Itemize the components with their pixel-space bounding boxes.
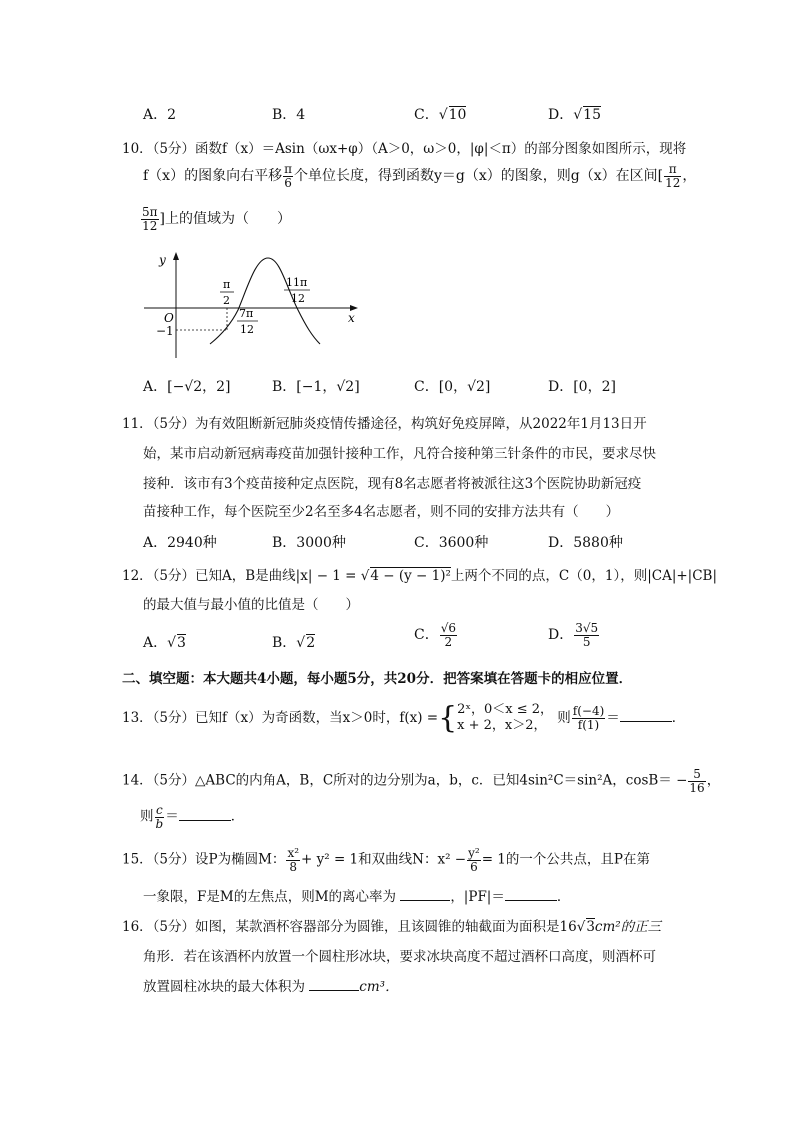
q11-line2: 始，某市启动新冠病毒疫苗加强针接种工作，凡符合接种第三针条件的市民，要求尽快: [143, 446, 656, 462]
q15-line1: 15．（5分）设P为椭圆M： $\frac{\text{x²}}{8}$ + y² = 1和双曲线N：x² − $\frac{\text{y²}}{6}$ = 1的一个公共点，且P在第: [122, 846, 650, 874]
eleven-pi-den: 12: [291, 292, 305, 305]
q11-option-a: A．2940种: [143, 535, 217, 551]
seven-pi-den: 12: [240, 323, 254, 336]
x-label: x: [348, 311, 355, 325]
q9-option-b: B．4: [272, 107, 306, 123]
y-axis-arrow: [173, 252, 179, 260]
q10-option-a: A．[−√2，2]: [143, 379, 231, 395]
eleven-pi-num: 11π: [286, 276, 308, 289]
q15-blank-1: [400, 900, 450, 901]
q9-option-c: C．√10: [414, 107, 467, 123]
q10-option-c: C．[0，√2]: [414, 379, 491, 395]
q11-option-b: B．3000种: [272, 535, 346, 551]
q10-line3: $\frac{5\pi}{12}$ ]上的值域为（ ）: [142, 205, 291, 233]
q10-option-b: B．[−1，√2]: [272, 379, 360, 395]
q10-option-d: D．[0，2]: [548, 379, 616, 395]
q16-line1: 16．（5分）如图，某款酒杯容器部分为圆锥，且该圆锥的轴截面为面积是16√3cm²的正三: [122, 919, 662, 935]
seven-pi-num: 7π: [239, 307, 254, 320]
q12-option-b: B．√2: [272, 635, 316, 651]
q15-line2: 一象限，F是M的左焦点，则M的离心率为 ，|PF|＝ ．: [143, 889, 571, 905]
q12-option-a: A．√3: [143, 635, 186, 651]
section-2-heading: 二、填空题：本大题共4小题，每小题5分，共20分．把答案填在答题卡的相应位置．: [122, 671, 633, 687]
pi-half-num: π: [223, 278, 231, 291]
q16-line3: 放置圆柱冰块的最大体积为 cm³．: [143, 979, 399, 995]
q11-option-d: D．5880种: [548, 535, 623, 551]
pi-half-den: 2: [223, 294, 230, 307]
q16-line2: 角形．若在该酒杯内放置一个圆柱形冰块，要求冰块高度不超过酒杯口高度，则酒杯可: [143, 949, 656, 965]
q11-line1: 11．（5分）为有效阻断新冠肺炎疫情传播途径，构筑好免疫屏障，从2022年1月13日开: [122, 416, 647, 432]
minus-one-label: −1: [156, 324, 174, 338]
y-label: y: [159, 253, 166, 267]
q11-option-c: C．3600种: [414, 535, 489, 551]
q14-line2: 则 $\frac{c}{b}$ ＝ ．: [140, 803, 245, 831]
q14-line1: 14．（5分）△ABC的内角A，B，C所对的边分别为a，b，c．已知4sin²C＝sin²A，cosB＝ − $\frac{5}{16}$ ，: [122, 767, 721, 795]
q9-option-a: A．2: [143, 107, 177, 123]
q14-blank: [179, 820, 231, 821]
q11-line4: 苗接种工作，每个医院至少2名至多4名志愿者，则不同的安排方法共有（ ）: [143, 504, 620, 520]
q12-option-d: D． $\frac{3√5}{5}$: [548, 621, 599, 649]
q12-option-c: C． $\frac{√6}{2}$: [414, 621, 456, 649]
q10-line1: 10．（5分）函数f（x）＝Asin（ωx+φ）（A＞0，ω＞0，|φ|＜π）的部分图象如图所示，现将: [122, 141, 687, 157]
q10-function-graph: [140, 248, 370, 363]
q16-blank: [309, 990, 359, 991]
q11-line3: 接种．该市有3个疫苗接种定点医院，现有8名志愿者将被派往这3个医院协助新冠疫: [143, 476, 642, 492]
q9-option-d: D．√15: [548, 107, 601, 123]
q12-line1: 12．（5分）已知A，B是曲线|x| − 1 = √4 − (y − 1)²上两个不同的点，C（0，1），则|CA|+|CB|: [122, 568, 718, 584]
q13-blank: [620, 721, 672, 722]
q13-line: 13．（5分）已知f（x）为奇函数，当x＞0时，f(x) ={ 2ˣ，0＜x ≤ 2， x + 2，x＞2， 则 $\frac{f(-4)}{f(1)}$ ＝ ．: [122, 700, 686, 736]
origin-label: O: [164, 311, 174, 325]
q12-line2: 的最大值与最小值的比值是（ ）: [143, 597, 359, 613]
q15-blank-2: [505, 900, 557, 901]
q10-line2: f（x）的图象向右平移 $\frac{\pi}{6}$ 个单位长度，得到函数y＝g（x）的图象，则g（x）在区间[ $\frac{\pi}{12}$ ，: [143, 162, 697, 190]
